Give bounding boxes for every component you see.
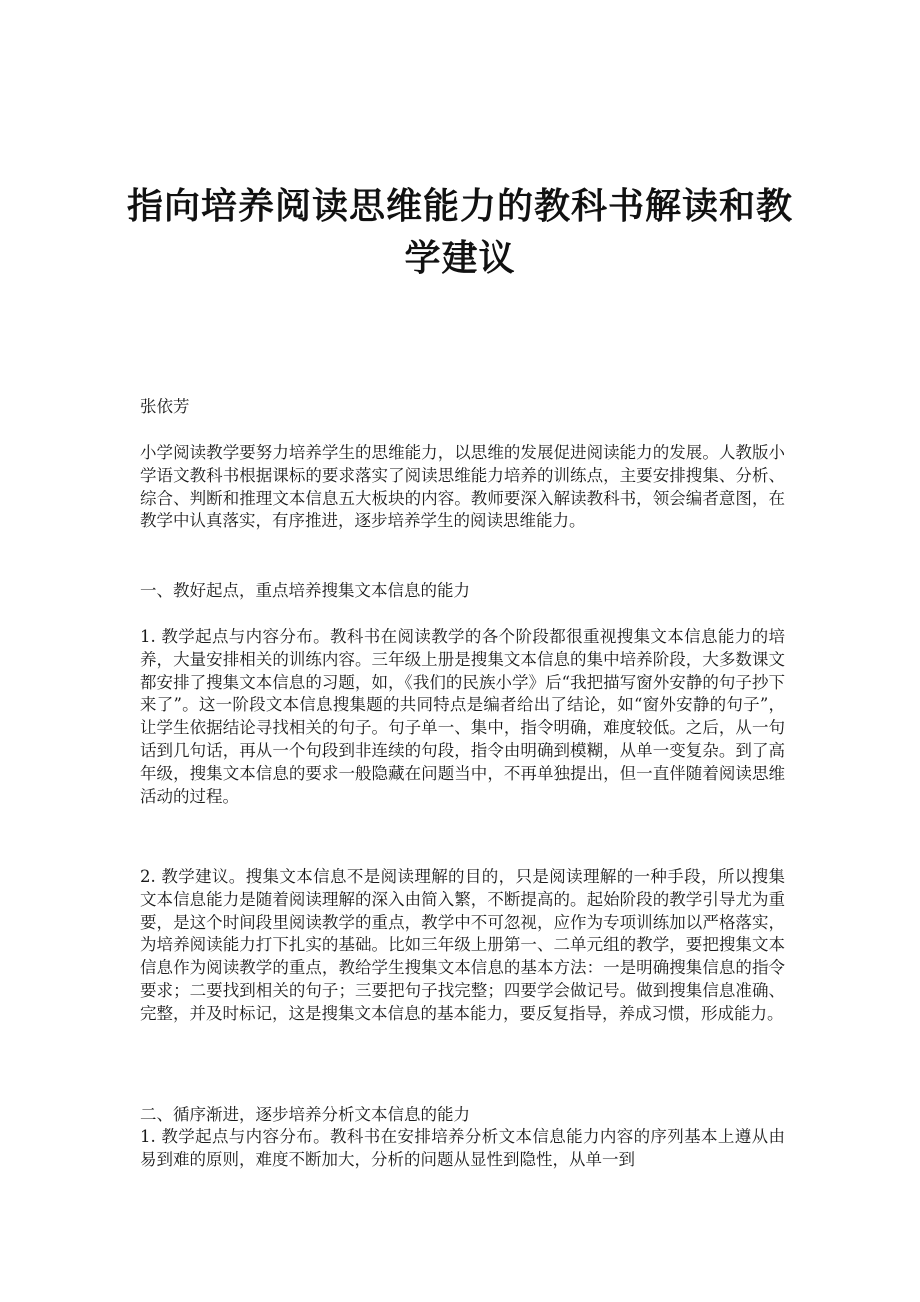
- section1-paragraph-1: 1. 教学起点与内容分布。教科书在阅读教学的各个阶段都很重视搜集文本信息能力的培养，大量安排相关的训练内容。三年级上册是搜集文本信息的集中培养阶段，大多数课文都安排了搜集文本信息的习题，如，《我们的民族小学》后“我把描写窗外安静的句子抄下来了”。这一阶段文本信息搜集题的共同特点是编者给出了结论，如“窗外安静的句子”，让学生依据结论寻找相关的句子。句子单一、集中，指令明确，难度较低。之后，从一句话到几句话，再从一个句段到非连续的句段，指令由明确到模糊，从单一变复杂。到了高年级，搜集文本信息的要求一般隐藏在问题当中，不再单独提出，但一直伴随着阅读思维活动的过程。: [140, 627, 785, 806]
- section1-paragraph-2: 2. 教学建议。搜集文本信息不是阅读理解的目的，只是阅读理解的一种手段，所以搜集文本信息能力是随着阅读理解的深入由简入繁，不断提高的。起始阶段的教学引导尤为重要，是这个时间段里阅读教学的重点，教学中不可忽视，应作为专项训练加以严格落实，为培养阅读能力打下扎实的基础。比如三年级上册第一、二单元组的教学，要把搜集文本信息作为阅读教学的重点，教给学生搜集文本信息的基本方法：一是明确搜集信息的指令要求；二要找到相关的句子；三要把句子找完整；四要学会做记号。做到搜集信息准确、完整，并及时标记，这是搜集文本信息的基本能力，要反复指导，养成习惯，形成能力。: [140, 867, 785, 1023]
- intro-paragraph: 小学阅读教学要努力培养学生的思维能力，以思维的发展促进阅读能力的发展。人教版小学语文教科书根据课标的要求落实了阅读思维能力培养的训练点，主要安排搜集、分析、综合、判断和推理文本信息五大板块的内容。教师要深入解读教科书，领会编者意图，在教学中认真落实，有序推进，逐步培养学生的阅读思维能力。: [140, 443, 785, 531]
- author-name: 张依芳: [140, 397, 190, 416]
- section-heading-2: 二、循序渐进，逐步培养分析文本信息的能力: [140, 1105, 470, 1124]
- section-heading-1: 一、教好起点，重点培养搜集文本信息的能力: [140, 581, 470, 600]
- section2-paragraph-1: 1. 教学起点与内容分布。教科书在安排培养分析文本信息能力内容的序列基本上遵从由易到难的原则，难度不断加大，分析的问题从显性到隐性，从单一到: [140, 1127, 785, 1169]
- document-title: 指向培养阅读思维能力的教科书解读和教学建议: [126, 185, 793, 279]
